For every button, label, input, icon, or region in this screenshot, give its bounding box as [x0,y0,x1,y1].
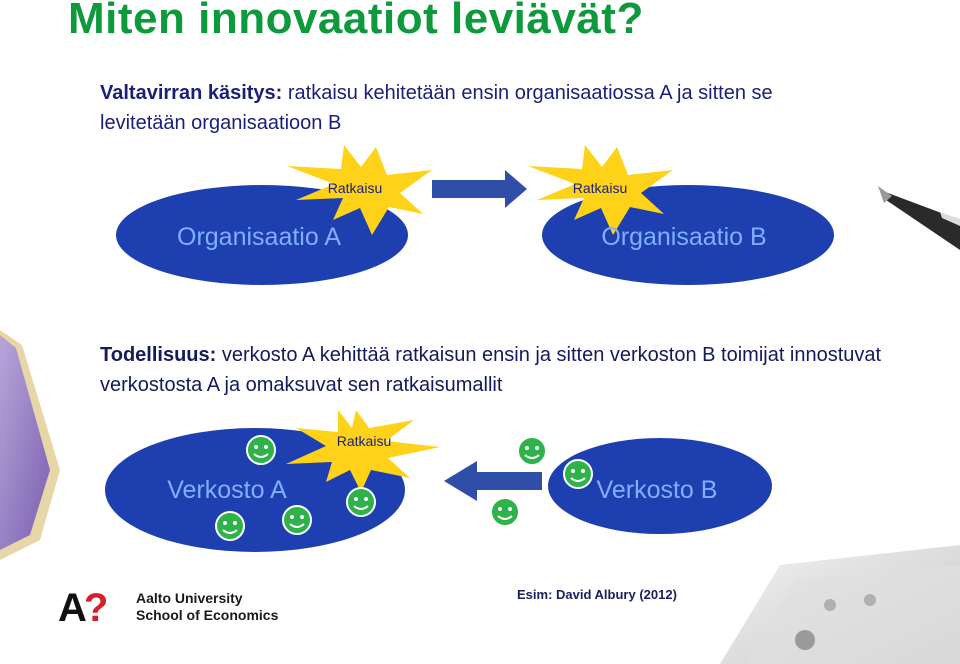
smiley-icon [283,506,311,534]
smiley-icon [518,437,546,465]
source-citation: Esim: David Albury (2012) [517,587,677,602]
smiley-icon [491,498,519,526]
reality-paragraph [100,340,900,400]
phone-decoration [720,545,960,664]
burst-a-label: Ratkaisu [327,180,383,196]
smiley-icon [247,436,275,464]
network-a-label: Verkosto A [167,476,287,504]
conventional-view-lead: Valtavirran käsitys: [100,82,283,104]
university-logo-text [136,590,278,624]
reality-text: verkosto A kehittää ratkaisun ensin ja sitten verkoston B toimijat innostuvat verkostosta A ja omaksuvat sen ratkaisumallit [100,344,882,396]
logo-line-university: Aalto University [136,590,243,606]
smiley-icon [564,460,592,488]
reality-lead: Todellisuus: [100,344,217,366]
pen-decoration [878,186,960,250]
conventional-view-text: ratkaisu kehitetään ensin organisaatiossa A ja sitten se levitetään organisaatioon B [100,82,773,134]
arrow-right-icon [432,170,527,208]
aalto-logo-icon: A? [58,586,106,630]
logo-line-school: School of Economics [136,607,279,623]
burst-b-label: Ratkaisu [572,180,628,196]
burst-bottom-label: Ratkaisu [336,433,392,449]
smiley-icon [216,512,244,540]
arrow-left-icon [444,461,542,501]
notebook-decoration [0,330,60,560]
network-b-label: Verkosto B [596,476,718,504]
organisation-a-label: Organisaatio A [177,223,341,251]
smiley-icon [347,488,375,516]
organisation-b-label: Organisaatio B [601,223,767,251]
page-title: Miten innovaatiot leviävät? [68,0,644,43]
